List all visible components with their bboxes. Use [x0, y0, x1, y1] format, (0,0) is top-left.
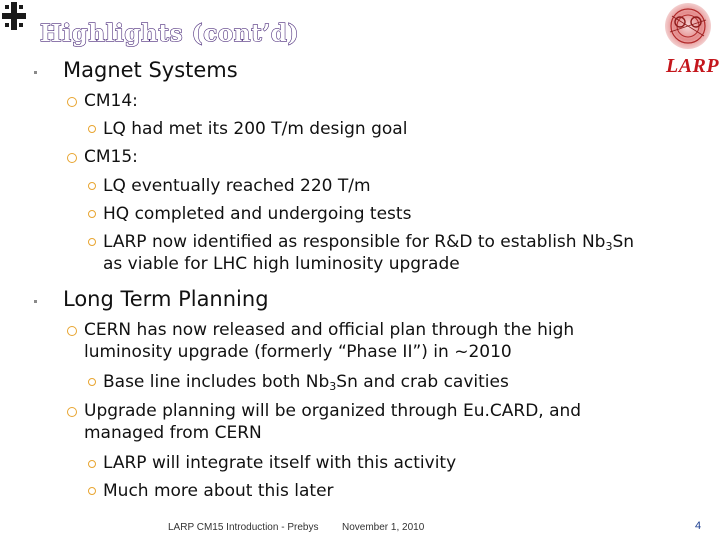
- page-number: 4: [695, 520, 702, 532]
- level3-bullet: [88, 487, 96, 495]
- level3-bullet: [88, 125, 96, 133]
- subitem-larp-integrate: LARP will integrate itself with this activity: [103, 453, 457, 473]
- cern-logo-icon: [664, 2, 712, 50]
- level3-bullet: [88, 378, 96, 386]
- level3-bullet: [88, 238, 96, 246]
- footer-presentation: LARP CM15 Introduction - Prebys: [168, 522, 319, 533]
- level2-bullet: [67, 407, 77, 417]
- level1-bullet: [34, 300, 37, 303]
- subitem-more-later: Much more about this later: [103, 481, 334, 501]
- footer-date: November 1, 2010: [342, 522, 425, 533]
- subitem-baseline: Base line includes both $Nb_3Sn$ and crab cavities: [103, 372, 509, 393]
- section-heading-long-term-planning: Long Term Planning: [63, 287, 269, 311]
- subitem-hq: HQ completed and undergoing tests: [103, 204, 412, 224]
- level3-bullet: [88, 182, 96, 190]
- item-cm14: CM14:: [84, 91, 138, 111]
- level1-bullet: [34, 71, 37, 74]
- fermilab-logo-icon: [2, 2, 26, 30]
- subitem-larp-nb3sn: LARP now identified as responsible for R&D to establish $Nb_3Sn$ as viable for LHC high luminosity upgrade: [103, 232, 635, 274]
- larp-logo-text: LARP: [666, 55, 720, 77]
- item-cern-plan: CERN has now released and official plan through the high luminosity upgrade (formerly “Phase II”) in ~2010: [84, 320, 575, 362]
- level3-bullet: [88, 460, 96, 468]
- level3-bullet: [88, 210, 96, 218]
- subitem-lq-200: LQ had met its 200 T/m design goal: [103, 119, 408, 139]
- level2-bullet: [67, 153, 77, 163]
- level2-bullet: [67, 326, 77, 336]
- item-upgrade-planning: Upgrade planning will be organized through Eu.CARD, and managed from CERN: [84, 401, 582, 443]
- level2-bullet: [67, 97, 77, 107]
- subitem-lq-220: LQ eventually reached 220 T/m: [103, 176, 371, 196]
- slide-title: Highlights (cont’d): [40, 20, 300, 47]
- item-cm15: CM15:: [84, 147, 138, 167]
- section-heading-magnet-systems: Magnet Systems: [63, 58, 238, 82]
